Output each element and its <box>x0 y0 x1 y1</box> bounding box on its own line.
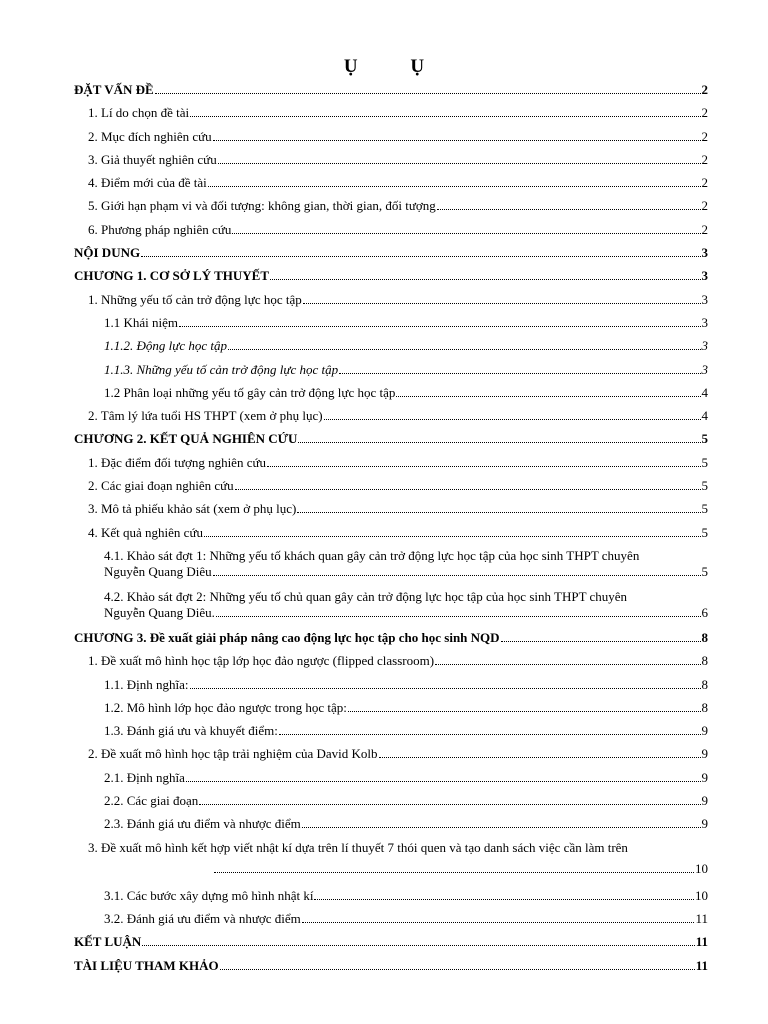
toc-entry[interactable] <box>74 955 708 978</box>
toc-page-number: 5 <box>701 524 708 540</box>
toc-entry-text: 1.1.3. Những yếu tố cản trở động lực học tập <box>104 361 339 377</box>
toc-page-number: 2 <box>701 221 708 237</box>
toc-page-number: 8 <box>701 653 708 669</box>
dot-leader <box>213 139 701 141</box>
toc-entry-text-cont: Nguyễn Quang Diêu <box>104 563 212 579</box>
toc-entry[interactable] <box>74 522 708 545</box>
toc-entry-text: 1.2. Mô hình lớp học đảo ngược trong học tập: <box>104 699 347 715</box>
toc-entry-text: 5. Giới hạn phạm vi và đối tượng: không gian, thời gian, đối tượng <box>88 198 436 214</box>
toc-entry-text: 4. Kết quả nghiên cứu <box>88 524 203 540</box>
dot-leader <box>216 615 701 617</box>
toc-page-number: 3 <box>701 245 708 261</box>
toc-page-number: 2 <box>701 151 708 167</box>
toc-entry-text: 1. Đề xuất mô hình học tập lớp học đảo ngược (flipped classroom) <box>88 653 435 669</box>
toc-entry[interactable] <box>74 79 708 102</box>
toc-page-number: 5 <box>701 431 708 447</box>
toc-entry-text: CHƯƠNG 1. CƠ SỞ LÝ THUYẾT <box>74 268 270 284</box>
toc-entry[interactable] <box>74 650 708 673</box>
dot-leader <box>303 302 701 304</box>
toc-entry[interactable] <box>74 931 708 954</box>
toc-page-number: 5 <box>701 454 708 470</box>
toc-entry[interactable] <box>74 586 708 627</box>
toc-entry[interactable] <box>74 149 708 172</box>
toc-page-number: 10 <box>695 860 708 876</box>
toc-page-number: 5 <box>701 563 708 579</box>
toc-page-number: 8 <box>701 629 708 645</box>
toc-page-number: 3 <box>701 291 708 307</box>
dot-leader <box>297 511 700 513</box>
toc-entry-text: 2. Các giai đoạn nghiên cứu <box>88 478 234 494</box>
toc-entry[interactable] <box>74 908 708 931</box>
dot-leader <box>214 871 694 873</box>
toc-entry-text: 3. Giả thuyết nghiên cứu <box>88 151 217 167</box>
toc-entry-text-cont: Nguyễn Quang Diêu. <box>104 604 215 620</box>
dot-leader <box>270 278 700 280</box>
dot-leader <box>396 395 700 397</box>
toc-page-number: 9 <box>701 746 708 762</box>
toc-entry-text: 4.1. Khảo sát đợt 1: Những yếu tố khách quan gây cản trở động lực học tập của học sinh THPT chuyên <box>104 547 640 563</box>
toc-entry-text: 1. Những yếu tố cản trở động lực học tập <box>88 291 302 307</box>
toc-entry[interactable] <box>74 674 708 697</box>
toc-entry-text: 1. Đặc điểm đối tượng nghiên cứu <box>88 454 267 470</box>
dot-leader <box>179 325 700 327</box>
toc-page-number: 3 <box>701 268 708 284</box>
dot-leader <box>267 465 700 467</box>
dot-leader <box>142 944 694 946</box>
toc-entry-text: 3.1. Các bước xây dựng mô hình nhật kí <box>104 887 314 903</box>
toc-page-number: 11 <box>695 957 708 973</box>
toc-entry[interactable] <box>74 767 708 790</box>
toc-page-number: 8 <box>701 699 708 715</box>
toc-entry-text: 2.3. Đánh giá ưu điểm và nhược điểm <box>104 816 301 832</box>
toc-entry-text: 2.2. Các giai đoạn <box>104 793 199 809</box>
toc-entry[interactable] <box>74 813 708 836</box>
toc-page-number: 9 <box>701 793 708 809</box>
toc-entry[interactable] <box>74 382 708 405</box>
toc-page-number: 2 <box>701 198 708 214</box>
toc-entry-text: 2.1. Định nghĩa <box>104 769 185 785</box>
toc-page-number: 2 <box>701 105 708 121</box>
toc-entry[interactable] <box>74 359 708 382</box>
toc-entry[interactable] <box>74 289 708 312</box>
dot-leader <box>155 92 701 94</box>
toc-entry-text: ĐẶT VẤN ĐỀ <box>74 82 154 97</box>
dot-leader <box>298 441 700 443</box>
toc-entry-text: 4. Điểm mới của đề tài <box>88 175 207 191</box>
toc-entry-text: 2. Mục đích nghiên cứu <box>88 128 212 144</box>
toc-page-number: 10 <box>695 887 708 903</box>
toc-entry-text: 4.2. Khảo sát đợt 2: Những yếu tố chủ quan gây cản trở động lực học tập của học sinh THPT chuyên <box>104 588 628 604</box>
toc-entry-text: 2. Đề xuất mô hình học tập trải nghiệm của David Kolb <box>88 746 378 762</box>
dot-leader <box>208 185 701 187</box>
dot-leader <box>339 372 700 374</box>
toc-entry[interactable] <box>74 126 708 149</box>
toc-entry[interactable] <box>74 837 708 885</box>
dot-leader <box>220 968 695 970</box>
toc-page-number: 3 <box>701 338 708 354</box>
toc-entry-text: 3. Đề xuất mô hình kết hợp viết nhật kí dựa trên lí thuyết 7 thói quen và tạo danh sách việc cần làm trên <box>88 839 628 855</box>
dot-leader <box>186 780 701 782</box>
toc-entry[interactable] <box>74 219 708 242</box>
page-title: Ụ Ụ <box>343 56 449 77</box>
toc-page-number: 9 <box>701 816 708 832</box>
dot-leader <box>228 348 701 350</box>
dot-leader <box>302 921 695 923</box>
toc-entry-text: 1.3. Đánh giá ưu và khuyết điểm: <box>104 723 278 739</box>
toc-page-number: 6 <box>701 604 708 620</box>
toc-entry[interactable] <box>74 195 708 218</box>
toc-page-number: 3 <box>701 314 708 330</box>
dot-leader <box>141 255 700 257</box>
dot-leader <box>235 488 701 490</box>
dot-leader <box>348 710 701 712</box>
toc-entry[interactable] <box>74 312 708 335</box>
toc-page-number: 2 <box>701 175 708 191</box>
toc-entry-text: 2. Tâm lý lứa tuổi HS THPT (xem ở phụ lục) <box>88 408 323 424</box>
toc-page-number: 11 <box>695 910 708 926</box>
toc-page-number: 3 <box>701 361 708 377</box>
toc-entry[interactable] <box>74 627 708 650</box>
toc-entry-text: 3. Mô tả phiếu khảo sát (xem ở phụ lục) <box>88 501 297 517</box>
dot-leader <box>437 208 701 210</box>
toc-entry[interactable] <box>74 790 708 813</box>
toc-entry-text: 6. Phương pháp nghiên cứu <box>88 221 232 237</box>
table-of-contents <box>74 79 708 978</box>
dot-leader <box>199 803 700 805</box>
toc-entry-text: 1.1. Định nghĩa: <box>104 676 189 692</box>
toc-entry[interactable] <box>74 498 708 521</box>
toc-entry[interactable] <box>74 697 708 720</box>
dot-leader <box>213 574 701 576</box>
toc-entry-text: CHƯƠNG 2. KẾT QUẢ NGHIÊN CỨU <box>74 431 298 447</box>
toc-entry[interactable] <box>74 265 708 288</box>
dot-leader <box>501 640 701 642</box>
toc-entry[interactable] <box>74 172 708 195</box>
dot-leader <box>324 418 701 420</box>
toc-entry-text: CHƯƠNG 3. Đề xuất giải pháp nâng cao động lực học tập cho học sinh NQD <box>74 629 500 645</box>
toc-entry[interactable] <box>74 885 708 908</box>
toc-entry[interactable] <box>74 475 708 498</box>
toc-page-number: 9 <box>701 723 708 739</box>
toc-entry-text: 1.1.2. Động lực học tập <box>104 338 227 354</box>
toc-entry[interactable] <box>74 405 708 428</box>
dot-leader <box>314 898 694 900</box>
toc-page-number: 5 <box>701 478 708 494</box>
toc-entry[interactable] <box>74 428 708 451</box>
toc-entry-text: 1. Lí do chọn đề tài <box>88 105 190 121</box>
toc-entry[interactable] <box>74 242 708 265</box>
dot-leader <box>204 535 701 537</box>
dot-leader <box>302 826 701 828</box>
dot-leader <box>279 733 701 735</box>
dot-leader <box>379 756 701 758</box>
toc-page-number: 2 <box>701 128 708 144</box>
dot-leader <box>190 115 700 117</box>
toc-entry-text: 1.1 Khái niệm <box>104 314 179 330</box>
toc-entry[interactable] <box>74 743 708 766</box>
toc-page-number: 4 <box>701 384 708 400</box>
toc-entry[interactable] <box>74 335 708 358</box>
toc-entry[interactable] <box>74 102 708 125</box>
dot-leader <box>190 687 701 689</box>
toc-page-number: 4 <box>701 408 708 424</box>
toc-entry-text: TÀI LIỆU THAM KHẢO <box>74 957 219 973</box>
toc-entry-text: 3.2. Đánh giá ưu điểm và nhược điểm <box>104 910 301 926</box>
dot-leader <box>232 232 700 234</box>
toc-page-number: 9 <box>701 769 708 785</box>
toc-entry-text: KẾT LUẬN <box>74 934 142 950</box>
toc-entry[interactable] <box>74 452 708 475</box>
dot-leader <box>218 162 701 164</box>
toc-entry-text: NỘI DUNG <box>74 245 141 261</box>
toc-page-number: 5 <box>701 501 708 517</box>
toc-page-number: 8 <box>701 676 708 692</box>
toc-entry-text: 1.2 Phân loại những yếu tố gây cản trở động lực học tập <box>104 384 396 400</box>
toc-entry[interactable] <box>74 720 708 743</box>
dot-leader <box>435 663 700 665</box>
toc-entry[interactable] <box>74 545 708 586</box>
toc-page-number: 11 <box>695 934 708 950</box>
toc-page-number: 2 <box>701 82 708 97</box>
